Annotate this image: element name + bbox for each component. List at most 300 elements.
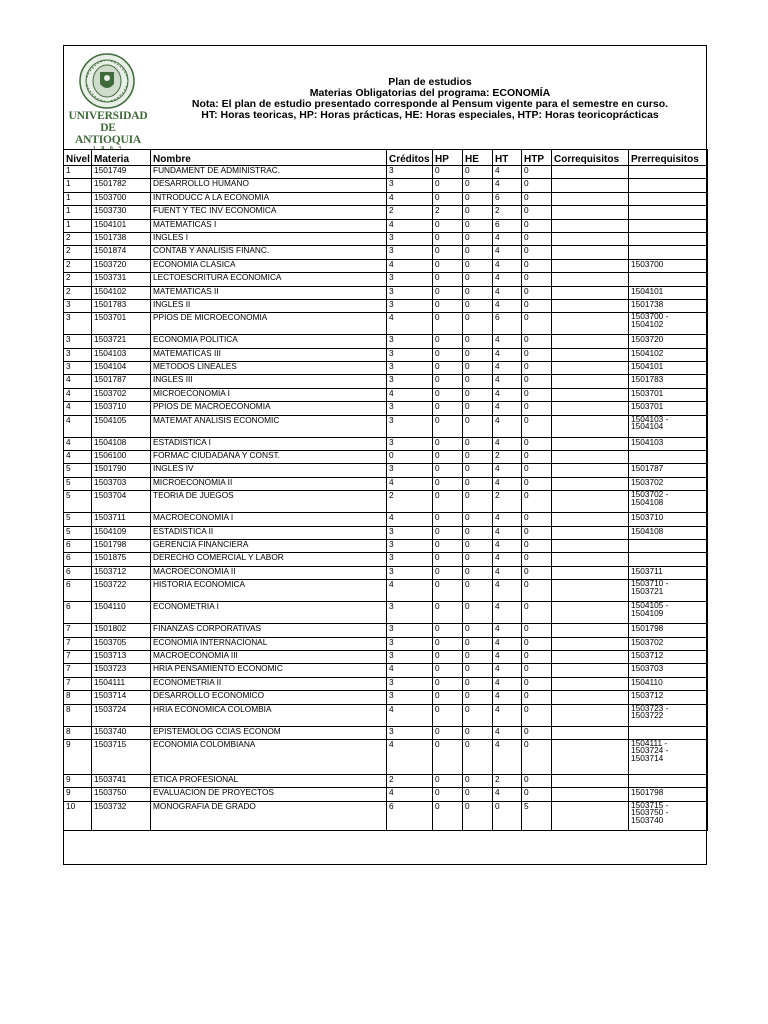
cell-hp: 0 — [433, 801, 463, 830]
cell-nombre: FUNDAMENT DE ADMINISTRAC. — [151, 166, 387, 179]
cell-creditos: 4 — [387, 739, 433, 774]
cell-ht: 4 — [493, 788, 522, 801]
cell-htp: 5 — [522, 801, 552, 830]
cell-hp: 0 — [433, 637, 463, 650]
cell-htp: 0 — [522, 739, 552, 774]
cell-nombre: HISTORIA ECONOMICA — [151, 580, 387, 602]
cell-creditos: 3 — [387, 650, 433, 663]
cell-ht: 2 — [493, 491, 522, 513]
cell-htp: 0 — [522, 580, 552, 602]
cell-nivel: 2 — [64, 286, 92, 299]
cell-htp: 0 — [522, 704, 552, 726]
cell-nombre: GERENCIA FINANCIERA — [151, 539, 387, 552]
cell-prerrequisitos — [629, 192, 708, 205]
cell-htp: 0 — [522, 650, 552, 663]
cell-prerrequisitos — [629, 739, 708, 774]
cell-materia: 1504110 — [92, 602, 151, 624]
cell-htp: 0 — [522, 553, 552, 566]
cell-nivel: 5 — [64, 477, 92, 490]
cell-nombre: ECONOMIA INTERNACIONAL — [151, 637, 387, 650]
table-row — [64, 774, 708, 787]
table-row — [64, 464, 708, 477]
prerequisite-line: 1504105 - — [631, 601, 669, 611]
cell-nombre: MACROECONOMIA III — [151, 650, 387, 663]
cell-htp: 0 — [522, 286, 552, 299]
cell-ht: 4 — [493, 299, 522, 312]
cell-materia: 1504105 — [92, 415, 151, 437]
cell-nombre: INGLES IV — [151, 464, 387, 477]
cell-htp: 0 — [522, 259, 552, 272]
cell-ht: 4 — [493, 726, 522, 739]
cell-materia: 1501738 — [92, 232, 151, 245]
cell-creditos: 3 — [387, 691, 433, 704]
cell-prerrequisitos — [629, 166, 708, 179]
cell-nombre: FINANZAS CORPORATIVAS — [151, 624, 387, 637]
cell-nivel: 7 — [64, 664, 92, 677]
cell-htp: 0 — [522, 602, 552, 624]
cell-htp: 0 — [522, 232, 552, 245]
cell-he: 0 — [463, 664, 493, 677]
table-row — [64, 402, 708, 415]
cell-prerrequisitos — [629, 206, 708, 219]
table-body — [64, 166, 708, 831]
cell-ht: 4 — [493, 286, 522, 299]
cell-hp: 0 — [433, 539, 463, 552]
cell-nombre: PPIOS DE MICROECONOMIA — [151, 313, 387, 335]
cell-creditos: 4 — [387, 513, 433, 526]
cell-materia: 1503720 — [92, 259, 151, 272]
cell-prerrequisitos: 1503702 — [629, 477, 708, 490]
cell-htp: 0 — [522, 273, 552, 286]
cell-correquisitos — [552, 464, 629, 477]
cell-ht: 4 — [493, 388, 522, 401]
cell-materia: 1503712 — [92, 566, 151, 579]
table-row — [64, 286, 708, 299]
prerequisite-line: 1504111 - — [631, 739, 668, 748]
cell-hp: 0 — [433, 739, 463, 774]
cell-he: 0 — [463, 232, 493, 245]
cell-materia: 1503741 — [92, 774, 151, 787]
cell-correquisitos — [552, 206, 629, 219]
cell-nivel: 2 — [64, 232, 92, 245]
cell-nivel: 1 — [64, 179, 92, 192]
cell-correquisitos — [552, 437, 629, 450]
cell-he: 0 — [463, 602, 493, 624]
cell-htp: 0 — [522, 788, 552, 801]
table-row — [64, 477, 708, 490]
cell-nombre: LECTOESCRITURA ECONOMICA — [151, 273, 387, 286]
cell-ht: 4 — [493, 166, 522, 179]
cell-nivel: 4 — [64, 437, 92, 450]
cell-prerrequisitos: 1503700 — [629, 259, 708, 272]
cell-materia: 1501790 — [92, 464, 151, 477]
cell-prerrequisitos — [629, 801, 708, 830]
cell-he: 0 — [463, 166, 493, 179]
cell-nombre: MATEMAT ANALISIS ECONOMIC — [151, 415, 387, 437]
cell-nombre: ECONOMIA CLASICA — [151, 259, 387, 272]
cell-nombre: FUENT Y TEC INV ECONOMICA — [151, 206, 387, 219]
cell-hp: 0 — [433, 402, 463, 415]
cell-htp: 0 — [522, 677, 552, 690]
cell-hp: 0 — [433, 437, 463, 450]
cell-prerrequisitos: 1504110 — [629, 677, 708, 690]
cell-correquisitos — [552, 491, 629, 513]
curriculum-table — [63, 149, 708, 831]
cell-hp: 0 — [433, 788, 463, 801]
col-header-htp: HTP — [522, 150, 552, 166]
cell-prerrequisitos — [629, 602, 708, 624]
cell-nivel: 5 — [64, 513, 92, 526]
cell-creditos: 2 — [387, 774, 433, 787]
cell-correquisitos — [552, 402, 629, 415]
cell-correquisitos — [552, 259, 629, 272]
cell-prerrequisitos — [629, 415, 708, 437]
prerequisite-line: 1503710 - — [631, 579, 669, 589]
cell-creditos: 3 — [387, 335, 433, 348]
cell-hp: 0 — [433, 259, 463, 272]
cell-ht: 4 — [493, 464, 522, 477]
table-row — [64, 313, 708, 335]
cell-correquisitos — [552, 192, 629, 205]
cell-he: 0 — [463, 739, 493, 774]
cell-prerrequisitos — [629, 313, 708, 335]
table-row — [64, 335, 708, 348]
cell-he: 0 — [463, 219, 493, 232]
cell-he: 0 — [463, 335, 493, 348]
cell-prerrequisitos: 1503710 — [629, 513, 708, 526]
table-row — [64, 650, 708, 663]
cell-prerrequisitos: 1501798 — [629, 624, 708, 637]
cell-correquisitos — [552, 726, 629, 739]
cell-nivel: 1 — [64, 192, 92, 205]
cell-ht: 4 — [493, 664, 522, 677]
cell-htp: 0 — [522, 192, 552, 205]
table-row — [64, 739, 708, 774]
cell-hp: 0 — [433, 580, 463, 602]
cell-prerrequisitos — [629, 553, 708, 566]
cell-hp: 0 — [433, 451, 463, 464]
cell-he: 0 — [463, 464, 493, 477]
cell-materia: 1504109 — [92, 526, 151, 539]
cell-creditos: 3 — [387, 437, 433, 450]
cell-ht: 4 — [493, 553, 522, 566]
cell-nombre: METODOS LINEALES — [151, 362, 387, 375]
cell-nombre: INGLES I — [151, 232, 387, 245]
cell-hp: 0 — [433, 526, 463, 539]
cell-materia: 1504102 — [92, 286, 151, 299]
cell-correquisitos — [552, 335, 629, 348]
table-row — [64, 602, 708, 624]
cell-correquisitos — [552, 375, 629, 388]
col-header-materia: Materia — [92, 150, 151, 166]
cell-nivel: 2 — [64, 259, 92, 272]
university-name — [68, 110, 148, 153]
cell-ht: 4 — [493, 539, 522, 552]
cell-prerrequisitos — [629, 539, 708, 552]
cell-creditos: 3 — [387, 566, 433, 579]
cell-nivel: 7 — [64, 624, 92, 637]
cell-he: 0 — [463, 513, 493, 526]
cell-htp: 0 — [522, 451, 552, 464]
cell-nombre: ESTADISTICA II — [151, 526, 387, 539]
cell-hp: 0 — [433, 602, 463, 624]
cell-materia: 1504103 — [92, 348, 151, 361]
cell-materia: 1503740 — [92, 726, 151, 739]
cell-nivel: 3 — [64, 362, 92, 375]
cell-htp: 0 — [522, 539, 552, 552]
cell-materia: 1501798 — [92, 539, 151, 552]
cell-he: 0 — [463, 451, 493, 464]
cell-correquisitos — [552, 179, 629, 192]
cell-htp: 0 — [522, 566, 552, 579]
cell-prerrequisitos — [629, 232, 708, 245]
cell-correquisitos — [552, 451, 629, 464]
cell-nivel: 6 — [64, 566, 92, 579]
cell-creditos: 4 — [387, 192, 433, 205]
cell-nombre: ECONOMIA POLITICA — [151, 335, 387, 348]
cell-hp: 0 — [433, 650, 463, 663]
cell-ht: 4 — [493, 513, 522, 526]
cell-materia: 1503714 — [92, 691, 151, 704]
cell-prerrequisitos: 1503701 — [629, 388, 708, 401]
cell-he: 0 — [463, 375, 493, 388]
cell-hp: 0 — [433, 166, 463, 179]
cell-nivel: 5 — [64, 464, 92, 477]
cell-hp: 0 — [433, 491, 463, 513]
cell-nivel: 8 — [64, 704, 92, 726]
prerequisite-line: 1504102 — [631, 318, 664, 329]
cell-ht: 4 — [493, 526, 522, 539]
cell-he: 0 — [463, 415, 493, 437]
table-row — [64, 513, 708, 526]
document-subtitle: Materias Obligatorias del programa: ECONOMÍA — [309, 87, 551, 99]
cell-ht: 4 — [493, 232, 522, 245]
col-header-prerrequisitos: Prerrequisitos — [629, 150, 708, 166]
cell-materia: 1501875 — [92, 553, 151, 566]
cell-htp: 0 — [522, 206, 552, 219]
cell-creditos: 4 — [387, 313, 433, 335]
cell-nombre: DESARROLLO HUMANO — [151, 179, 387, 192]
cell-ht: 4 — [493, 637, 522, 650]
cell-he: 0 — [463, 637, 493, 650]
cell-he: 0 — [463, 566, 493, 579]
table-row — [64, 580, 708, 602]
cell-nivel: 7 — [64, 677, 92, 690]
cell-ht: 4 — [493, 677, 522, 690]
cell-ht: 4 — [493, 477, 522, 490]
cell-ht: 4 — [493, 246, 522, 259]
cell-he: 0 — [463, 704, 493, 726]
cell-htp: 0 — [522, 335, 552, 348]
cell-nombre: MICROECONOMIA II — [151, 477, 387, 490]
cell-correquisitos — [552, 348, 629, 361]
cell-materia: 1501783 — [92, 299, 151, 312]
col-header-correquisitos: Correquisitos — [552, 150, 629, 166]
cell-materia: 1504111 — [92, 677, 151, 690]
cell-htp: 0 — [522, 774, 552, 787]
cell-ht: 6 — [493, 192, 522, 205]
cell-nombre: ECONOMIA COLOMBIANA — [151, 739, 387, 774]
cell-prerrequisitos: 1504103 — [629, 437, 708, 450]
cell-hp: 0 — [433, 232, 463, 245]
cell-nombre: CONTAB Y ANALISIS FINANC. — [151, 246, 387, 259]
cell-ht: 4 — [493, 691, 522, 704]
cell-he: 0 — [463, 526, 493, 539]
prerequisite-line: 1503740 — [631, 814, 664, 825]
cell-correquisitos — [552, 477, 629, 490]
table-row — [64, 375, 708, 388]
col-header-hp: HP — [433, 150, 463, 166]
cell-hp: 0 — [433, 774, 463, 787]
table-row — [64, 166, 708, 179]
cell-materia: 1503732 — [92, 801, 151, 830]
cell-hp: 0 — [433, 464, 463, 477]
cell-htp: 0 — [522, 526, 552, 539]
prerequisite-line: 1503721 — [631, 585, 664, 596]
cell-hp: 0 — [433, 192, 463, 205]
cell-creditos: 3 — [387, 464, 433, 477]
cell-correquisitos — [552, 539, 629, 552]
cell-hp: 0 — [433, 388, 463, 401]
cell-materia: 1503730 — [92, 206, 151, 219]
prerequisite-line: 1503723 - — [631, 704, 669, 713]
cell-he: 0 — [463, 273, 493, 286]
document-title: Plan de estudios — [388, 76, 472, 88]
cell-materia: 1504101 — [92, 219, 151, 232]
cell-he: 0 — [463, 726, 493, 739]
document-note: Nota: El plan de estudio presentado corresponde al Pensum vigente para el semestre en curso. — [191, 98, 669, 110]
cell-creditos: 3 — [387, 362, 433, 375]
cell-nivel: 4 — [64, 388, 92, 401]
cell-correquisitos — [552, 788, 629, 801]
prerequisite-line: 1503715 - — [631, 801, 669, 810]
cell-nombre: DERECHO COMERCIAL Y LABOR — [151, 553, 387, 566]
cell-nivel: 6 — [64, 580, 92, 602]
cell-htp: 0 — [522, 362, 552, 375]
cell-creditos: 3 — [387, 166, 433, 179]
table-row — [64, 259, 708, 272]
cell-nombre: DESARROLLO ECONOMICO — [151, 691, 387, 704]
cell-creditos: 3 — [387, 553, 433, 566]
cell-correquisitos — [552, 677, 629, 690]
cell-creditos: 3 — [387, 539, 433, 552]
cell-hp: 0 — [433, 335, 463, 348]
cell-correquisitos — [552, 637, 629, 650]
cell-he: 0 — [463, 801, 493, 830]
cell-prerrequisitos — [629, 491, 708, 513]
cell-correquisitos — [552, 299, 629, 312]
cell-creditos: 3 — [387, 637, 433, 650]
cell-prerrequisitos — [629, 273, 708, 286]
cell-correquisitos — [552, 801, 629, 830]
cell-materia: 1503721 — [92, 335, 151, 348]
cell-correquisitos — [552, 313, 629, 335]
cell-creditos: 3 — [387, 286, 433, 299]
cell-he: 0 — [463, 691, 493, 704]
cell-materia: 1504104 — [92, 362, 151, 375]
cell-prerrequisitos: 1504102 — [629, 348, 708, 361]
cell-ht: 4 — [493, 273, 522, 286]
cell-materia: 1503702 — [92, 388, 151, 401]
cell-materia: 1506100 — [92, 451, 151, 464]
cell-he: 0 — [463, 624, 493, 637]
cell-creditos: 3 — [387, 232, 433, 245]
cell-he: 0 — [463, 362, 493, 375]
table-row — [64, 691, 708, 704]
cell-materia: 1503715 — [92, 739, 151, 774]
cell-htp: 0 — [522, 166, 552, 179]
table-row — [64, 362, 708, 375]
cell-creditos: 4 — [387, 664, 433, 677]
cell-nombre: ETICA PROFESIONAL — [151, 774, 387, 787]
cell-ht: 6 — [493, 313, 522, 335]
cell-htp: 0 — [522, 624, 552, 637]
cell-creditos: 4 — [387, 477, 433, 490]
cell-creditos: 3 — [387, 375, 433, 388]
cell-materia: 1501749 — [92, 166, 151, 179]
cell-nivel: 6 — [64, 539, 92, 552]
cell-materia: 1501787 — [92, 375, 151, 388]
cell-nivel: 4 — [64, 375, 92, 388]
cell-materia: 1503722 — [92, 580, 151, 602]
cell-prerrequisitos — [629, 179, 708, 192]
cell-materia: 1503700 — [92, 192, 151, 205]
cell-materia: 1501802 — [92, 624, 151, 637]
cell-nivel: 4 — [64, 451, 92, 464]
cell-creditos: 3 — [387, 273, 433, 286]
cell-nombre: FORMAC CIUDADANA Y CONST. — [151, 451, 387, 464]
cell-correquisitos — [552, 246, 629, 259]
cell-creditos: 4 — [387, 580, 433, 602]
cell-hp: 0 — [433, 477, 463, 490]
cell-creditos: 2 — [387, 206, 433, 219]
cell-he: 0 — [463, 539, 493, 552]
university-name-line1: UNIVERSIDAD — [68, 110, 148, 122]
cell-correquisitos — [552, 602, 629, 624]
cell-nivel: 8 — [64, 691, 92, 704]
cell-prerrequisitos — [629, 451, 708, 464]
cell-hp: 2 — [433, 206, 463, 219]
cell-prerrequisitos: 1503703 — [629, 664, 708, 677]
cell-ht: 4 — [493, 402, 522, 415]
cell-nivel: 3 — [64, 299, 92, 312]
cell-creditos: 3 — [387, 624, 433, 637]
cell-he: 0 — [463, 388, 493, 401]
cell-materia: 1503713 — [92, 650, 151, 663]
cell-prerrequisitos: 1504108 — [629, 526, 708, 539]
cell-prerrequisitos: 1503712 — [629, 650, 708, 663]
cell-he: 0 — [463, 246, 493, 259]
prerequisite-line: 1503724 - — [631, 745, 669, 756]
table-row — [64, 179, 708, 192]
cell-htp: 0 — [522, 464, 552, 477]
cell-htp: 0 — [522, 691, 552, 704]
cell-correquisitos — [552, 362, 629, 375]
cell-nivel: 5 — [64, 491, 92, 513]
table-row — [64, 299, 708, 312]
cell-nombre: ESTADISTICA I — [151, 437, 387, 450]
cell-ht: 2 — [493, 451, 522, 464]
cell-prerrequisitos: 1501783 — [629, 375, 708, 388]
cell-correquisitos — [552, 232, 629, 245]
col-header-creditos: Créditos — [387, 150, 433, 166]
table-row — [64, 788, 708, 801]
cell-prerrequisitos — [629, 580, 708, 602]
cell-nivel: 7 — [64, 637, 92, 650]
cell-he: 0 — [463, 677, 493, 690]
cell-nivel: 8 — [64, 726, 92, 739]
cell-hp: 0 — [433, 273, 463, 286]
